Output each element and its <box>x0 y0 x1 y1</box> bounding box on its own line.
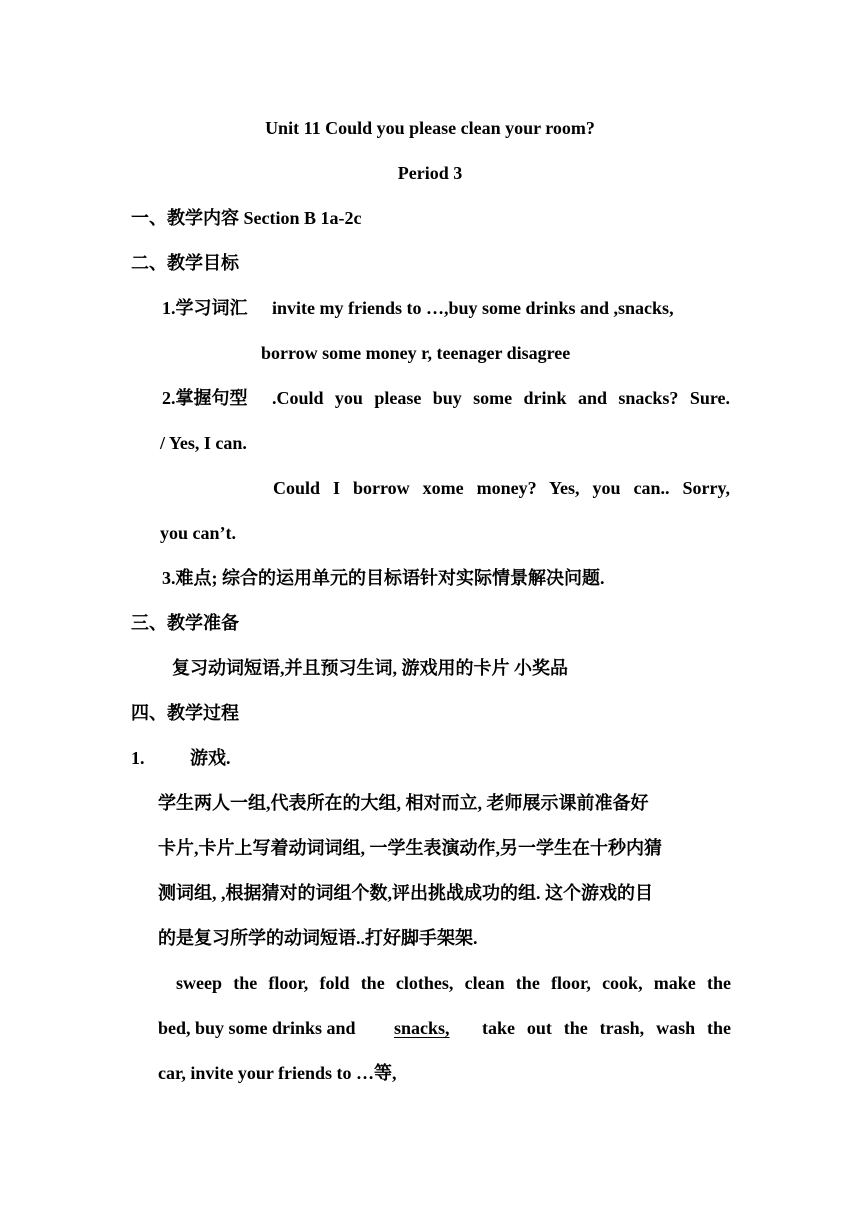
goal-2-label: 2.掌握句型 <box>162 388 248 408</box>
period-heading: Period 3 <box>397 163 463 183</box>
goal-1-words: invite my friends to …,buy some drinks and ,snacks, <box>272 298 674 318</box>
phrase-list-line-1: sweep the floor, fold the clothes, clean the floor, cook, make the <box>176 973 731 993</box>
document-title: Unit 11 Could you please clean your room? <box>265 118 595 138</box>
goal-1-label: 1.学习词汇 <box>162 298 248 318</box>
goal-2-sentence-2-continued: you can’t. <box>160 523 236 543</box>
section-2-heading: 二、教学目标 <box>131 253 239 273</box>
paragraph-line: 卡片,卡片上写着动词词组, 一学生表演动作,另一学生在十秒内猜 <box>158 838 662 858</box>
goal-3: 3.难点; 综合的运用单元的目标语针对实际情景解决问题. <box>162 568 605 588</box>
paragraph-line: 的是复习所学的动词短语..打好脚手架架. <box>158 928 478 948</box>
step-1-title: 游戏. <box>190 748 231 768</box>
phrase-list-line-3: car, invite your friends to …等, <box>158 1063 397 1083</box>
section-1-heading: 一、教学内容 Section B 1a-2c <box>131 208 362 228</box>
preparation-text: 复习动词短语,并且预习生词, 游戏用的卡片 小奖品 <box>172 658 568 678</box>
paragraph-line: 测词组, ,根据猜对的词组个数,评出挑战成功的组. 这个游戏的目 <box>158 883 653 903</box>
goal-2-sentence-2: Could I borrow xome money? Yes, you can.. Sorry, <box>273 478 730 498</box>
section-3-heading: 三、教学准备 <box>131 613 239 633</box>
phrase-underlined-snacks: snacks, <box>394 1018 450 1038</box>
goal-2-sentence: .Could you please buy some drink and snacks? Sure. <box>272 388 730 408</box>
paragraph-line: 学生两人一组,代表所在的大组, 相对而立, 老师展示课前准备好 <box>158 793 649 813</box>
goal-1-words-continued: borrow some money r, teenager disagree <box>261 343 571 363</box>
step-1-number: 1. <box>131 748 145 768</box>
phrase-list-line-2b: take out the trash, wash the <box>482 1018 731 1038</box>
phrase-list-line-2a: bed, buy some drinks and <box>158 1018 356 1038</box>
section-4-heading: 四、教学过程 <box>131 703 239 723</box>
goal-2-sentence-continued: / Yes, I can. <box>160 433 247 453</box>
